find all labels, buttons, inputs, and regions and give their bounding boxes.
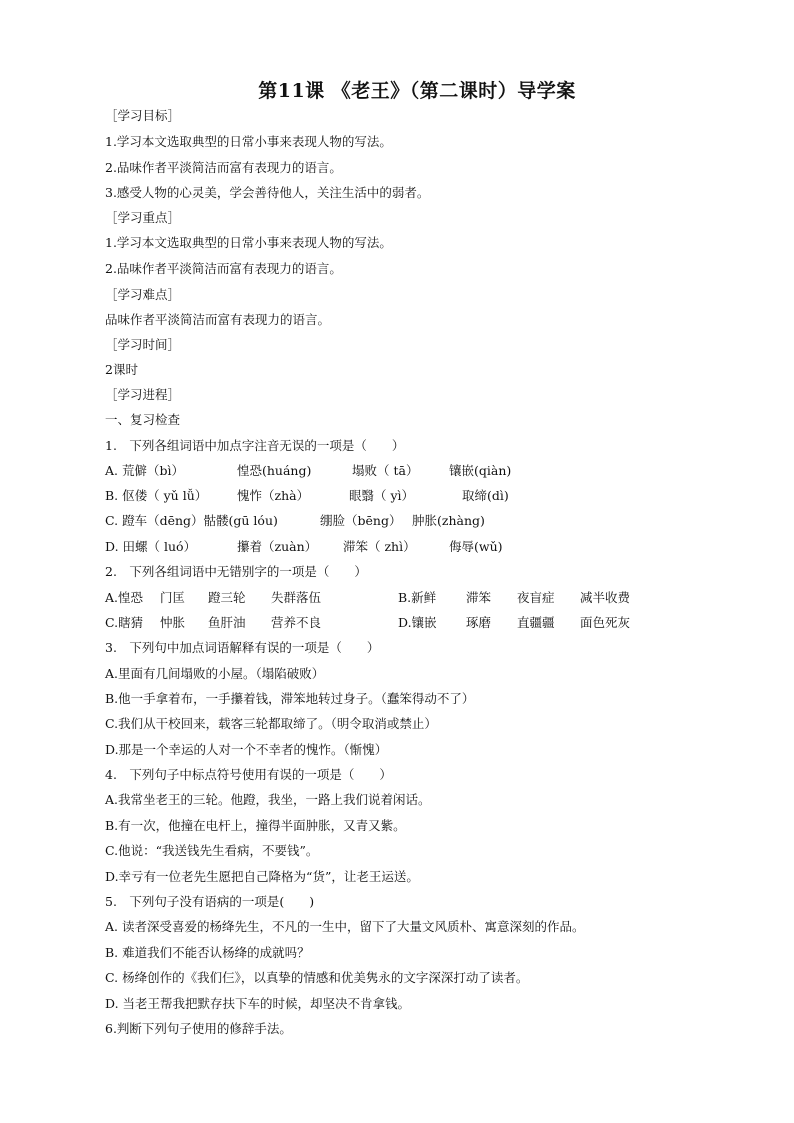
q2-option-b-2: 滞笨: [466, 590, 492, 605]
question-1-stem: 1. 下列各组词语中加点字注音无误的一项是（ ）: [105, 438, 405, 453]
question-3-stem: 3. 下列句中加点词语解释有误的一项是（ ）: [105, 640, 380, 655]
q2-option-c-4: 营养不良: [271, 615, 322, 630]
learning-difficulty-heading: ［学习难点］: [105, 287, 181, 302]
q1-option-c-1: C. 蹬车（dēng）骷髅(gū lóu): [105, 513, 278, 528]
q1-option-b-3: 眼翳（ yì）: [349, 488, 415, 503]
question-6-stem: 6.判断下列句子使用的修辞手法。: [105, 1021, 292, 1036]
learning-goal-heading: ［学习目标］: [105, 108, 181, 123]
q1-option-b-1: B. 伛偻（ yǔ lǚ）: [105, 488, 208, 503]
q1-option-c-3: 肿胀(zhàng): [412, 513, 485, 528]
question-5-stem: 5. 下列句子没有语病的一项是( ): [105, 894, 315, 909]
q1-option-b-2: 愧怍（zhà）: [237, 488, 310, 503]
q4-option-c: C.他说：“我送钱先生看病，不要钱”。: [105, 843, 319, 858]
learning-goal-2: 2.品味作者平淡简洁而富有表现力的语言。: [105, 160, 342, 175]
q1-option-a-3: 塌败（ tā）: [352, 463, 419, 478]
learning-key-heading: ［学习重点］: [105, 210, 181, 225]
learning-key-2: 2.品味作者平淡简洁而富有表现力的语言。: [105, 261, 342, 276]
question-4-stem: 4. 下列句子中标点符号使用有误的一项是（ ）: [105, 767, 392, 782]
q2-option-b-3: 夜盲症: [517, 590, 555, 605]
q2-option-c-2: 忡胀: [160, 615, 186, 630]
q1-option-c-2: 绷脸（bēng）: [320, 513, 402, 528]
q1-option-b-4: 取缔(dì): [462, 488, 509, 503]
q3-option-c: C.我们从干校回来，载客三轮都取缔了。（明令取消或禁止）: [105, 716, 437, 731]
q2-option-d-1: D.镶嵌: [398, 615, 437, 630]
q1-option-a-2: 惶恐(huáng): [237, 463, 312, 478]
q5-option-c: C. 杨绛创作的《我们仨》，以真挚的情感和优美隽永的文字深深打动了读者。: [105, 970, 529, 985]
q3-option-d: D.那是一个幸运的人对一个不幸者的愧怍。（惭愧）: [105, 742, 388, 757]
q4-option-a: A.我常坐老王的三轮。他蹬，我坐，一路上我们说着闲话。: [105, 792, 431, 807]
q2-option-b-1: B.新鲜: [398, 590, 437, 605]
q5-option-a: A. 读者深受喜爱的杨绛先生，不凡的一生中，留下了大量文风质朴、寓意深刻的作品。: [105, 919, 585, 934]
q1-option-d-3: 滞笨（ zhì）: [343, 539, 416, 554]
q1-option-d-1: D. 田螺（ luó）: [105, 539, 197, 554]
learning-time-value: 2课时: [105, 362, 138, 377]
q4-option-d: D.幸亏有一位老先生愿把自己降格为“货”，让老王运送。: [105, 869, 419, 884]
q2-option-a-1: A.惶恐: [105, 590, 144, 605]
q2-option-a-3: 蹬三轮: [208, 590, 246, 605]
learning-time-heading: ［学习时间］: [105, 337, 181, 352]
question-2-stem: 2. 下列各组词语中无错别字的一项是（ ）: [105, 564, 367, 579]
q2-option-d-4: 面色死灰: [580, 615, 631, 630]
q3-option-b: B.他一手拿着布，一手攥着钱，滞笨地转过身子。（蠢笨得动不了）: [105, 691, 475, 706]
learning-goal-3: 3.感受人物的心灵美，学会善待他人，关注生活中的弱者。: [105, 185, 430, 200]
q5-option-d: D. 当老王帮我把默存扶下车的时候，却坚决不肯拿钱。: [105, 996, 411, 1011]
q5-option-b: B. 难道我们不能否认杨绛的成就吗？: [105, 945, 310, 960]
q2-option-a-4: 失群落伍: [271, 590, 322, 605]
learning-difficulty-1: 品味作者平淡简洁而富有表现力的语言。: [105, 312, 331, 327]
learning-key-1: 1.学习本文选取典型的日常小事来表现人物的写法。: [105, 235, 392, 250]
q2-option-b-4: 减半收费: [580, 590, 631, 605]
q2-option-a-2: 门匡: [160, 590, 186, 605]
q3-option-a: A.里面有几间塌败的小屋。（塌陷破败）: [105, 666, 325, 681]
q1-option-a-4: 镶嵌(qiàn): [449, 463, 512, 478]
q1-option-d-4: 侮辱(wǔ): [449, 539, 503, 554]
learning-goal-1: 1.学习本文选取典型的日常小事来表现人物的写法。: [105, 134, 392, 149]
q2-option-c-1: C.瞎猜: [105, 615, 144, 630]
q1-option-a-1: A. 荒僻（bì）: [105, 463, 184, 478]
page-title: 第11课 《老王》（第二课时）导学案: [258, 80, 576, 102]
q2-option-c-3: 鱼肝油: [208, 615, 246, 630]
q4-option-b: B.有一次，他撞在电杆上，撞得半面肿胀，又青又紫。: [105, 818, 406, 833]
q2-option-d-2: 琢磨: [466, 615, 492, 630]
q1-option-d-2: 攥着（zuàn）: [237, 539, 318, 554]
part-one-heading: 一、复习检查: [105, 412, 181, 427]
q2-option-d-3: 直疆疆: [517, 615, 555, 630]
learning-process-heading: ［学习进程］: [105, 387, 181, 402]
